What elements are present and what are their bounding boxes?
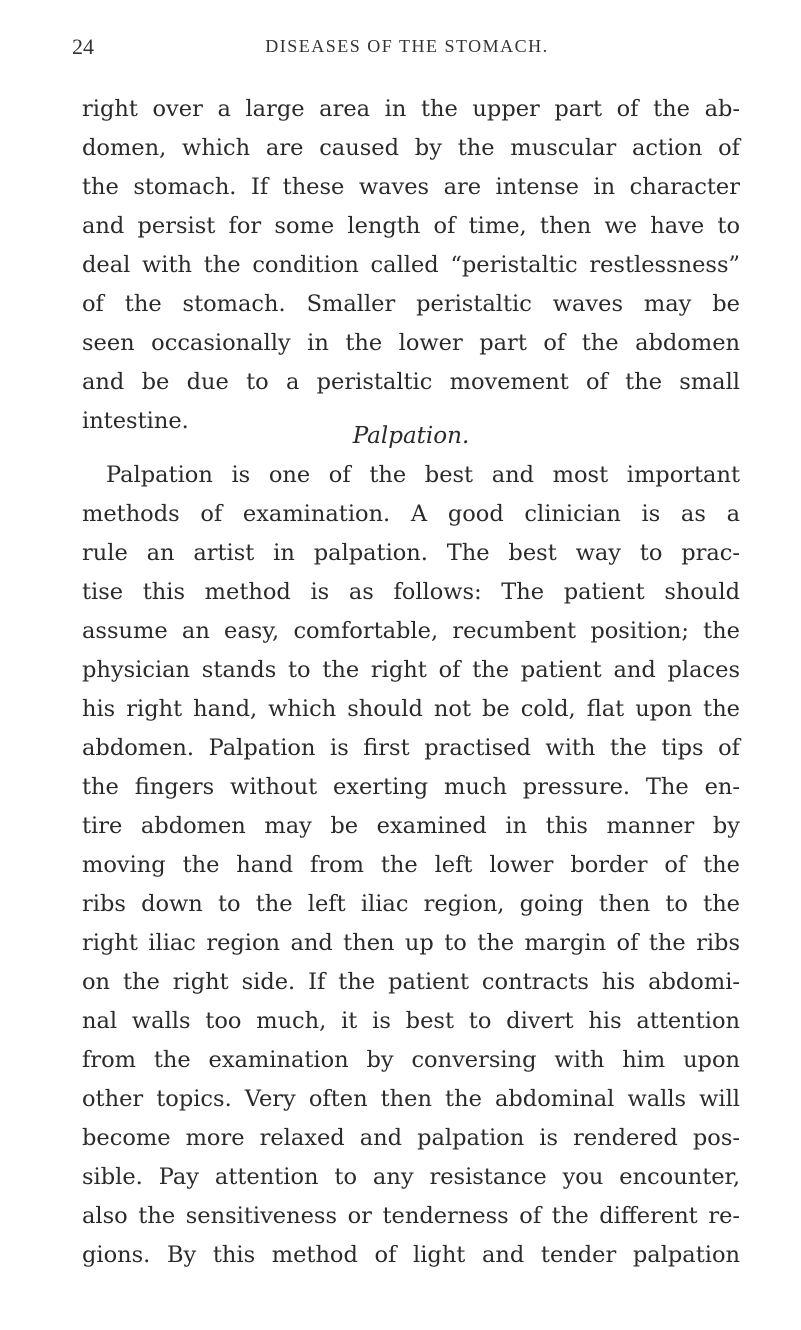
text-line: domen, which are caused by the muscular action of [82,135,740,161]
text-line: nal walls too much, it is best to divert his attention [82,1008,740,1034]
text-line: sible. Pay attention to any resistance you encounter, [82,1164,740,1190]
page-number: 24 [72,34,94,59]
text-line: on the right side. If the patient contracts his abdomi- [82,969,740,995]
text-line: and persist for some length of time, then we have to [82,213,740,239]
text-line: of the stomach. Smaller peristaltic waves may be [82,291,740,317]
text-line: moving the hand from the left lower border of the [82,852,740,878]
text-line: from the examination by conversing with him upon [82,1047,740,1073]
text-line: intestine. [82,408,189,434]
paragraph-palpation [82,456,740,1275]
text-line: other topics. Very often then the abdominal walls will [82,1086,740,1112]
text-line: assume an easy, comfortable, recumbent position; the [82,618,740,644]
text-line: rule an artist in palpation. The best way to prac- [82,540,740,566]
text-line: the fingers without exerting much pressure. The en- [82,774,740,800]
text-line: tire abdomen may be examined in this manner by [82,813,740,839]
paragraph-peristalsis [82,90,740,441]
running-head-title: DISEASES OF THE STOMACH. [265,36,549,56]
running-head [72,34,742,62]
text-line: right over a large area in the upper part of the ab- [82,96,740,122]
text-line: tise this method is as follows: The patient should [82,579,740,605]
section-heading-palpation: Palpation. [352,423,470,449]
text-line: right iliac region and then up to the margin of the ribs [82,930,740,956]
text-line: his right hand, which should not be cold, flat upon the [82,696,740,722]
text-line: seen occasionally in the lower part of the abdomen [82,330,740,356]
text-line: the stomach. If these waves are intense in character [82,174,740,200]
text-line: also the sensitiveness or tenderness of the different re- [82,1203,740,1229]
text-line: physician stands to the right of the patient and places [82,657,740,683]
text-line: become more relaxed and palpation is rendered pos- [82,1125,740,1151]
text-line: deal with the condition called “peristaltic restlessness” [82,252,740,278]
text-line: and be due to a peristaltic movement of the small [82,369,740,395]
text-line: Palpation is one of the best and most important [106,462,740,488]
text-line: ribs down to the left iliac region, going then to the [82,891,740,917]
text-line: gions. By this method of light and tender palpation [82,1242,740,1268]
text-line: abdomen. Palpation is first practised with the tips of [82,735,740,761]
text-line: methods of examination. A good clinician is as a [82,501,740,527]
